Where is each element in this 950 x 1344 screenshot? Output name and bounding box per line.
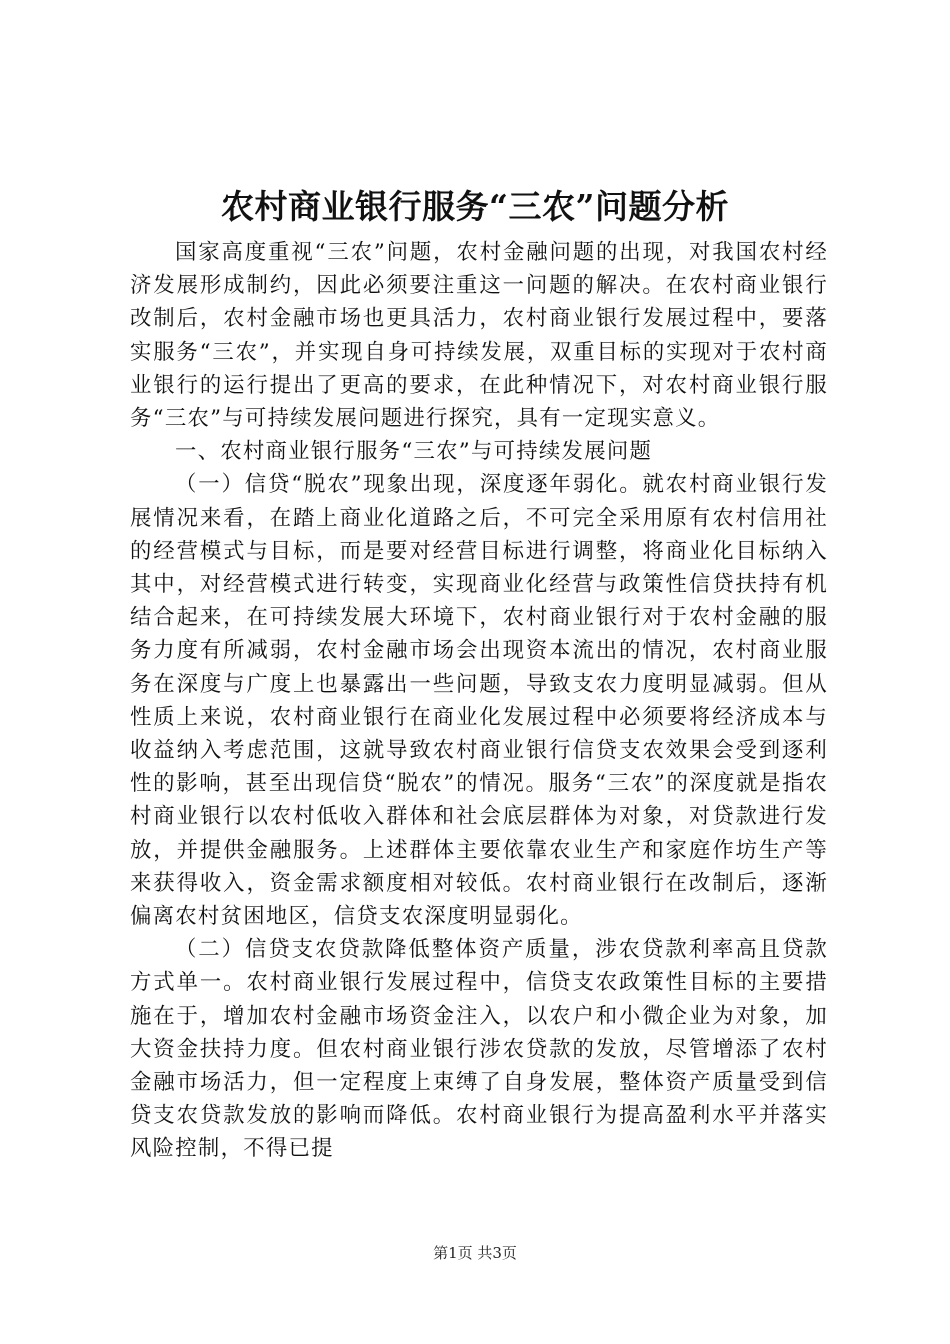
document-body (130, 236, 828, 1166)
page-number: 第1页 共3页 (433, 1244, 517, 1262)
paragraph-subsection-1: （一）信贷“脱农”现象出现，深度逐年弱化。就农村商业银行发展情况来看，在踏上商业化道路之后，不可完全采用原有农村信用社的经营模式与目标，而是要对经营目标进行调整，将商业化目标纳入其中，对经营模式进行转变，实现商业化经营与政策性信贷扶持有机结合起来，在可持续发展大环境下，农村商业银行对于农村金融的服务力度有所减弱，农村金融市场会出现资本流出的情况，农村商业服务在深度与广度上也暴露出一些问题，导致支农力度明显减弱。但从性质上来说，农村商业银行在商业化发展过程中必须要将经济成本与收益纳入考虑范围，这就导致农村商业银行信贷支农效果会受到逐利性的影响，甚至出现信贷“脱农”的情况。服务“三农”的深度就是指农村商业银行以农村低收入群体和社会底层群体为对象，对贷款进行发放，并提供金融服务。上述群体主要依靠农业生产和家庭作坊生产等来获得收入，资金需求额度相对较低。农村商业银行在改制后，逐渐偏离农村贫困地区，信贷支农深度明显弱化。 (130, 472, 828, 930)
paragraph-subsection-2: （二）信贷支农贷款降低整体资产质量，涉农贷款利率高且贷款方式单一。农村商业银行发展过程中，信贷支农政策性目标的主要措施在于，增加农村金融市场资金注入，以农户和小微企业为对象，加大资金扶持力度。但农村商业银行涉农贷款的发放，尽管增添了农村金融市场活力，但一定程度上束缚了自身发展，整体资产质量受到信贷支农贷款发放的影响而降低。农村商业银行为提高盈利水平并落实风险控制，不得已提 (130, 937, 828, 1162)
document-title: 农村商业银行服务“三农”问题分析 (221, 187, 729, 226)
section-heading-1: 一、农村商业银行服务“三农”与可持续发展问题 (174, 439, 653, 465)
paragraph-intro: 国家高度重视“三农”问题，农村金融问题的出现，对我国农村经济发展形成制约，因此必须要注重这一问题的解决。在农村商业银行改制后，农村金融市场也更具活力，农村商业银行发展过程中，要落实服务“三农”，并实现自身可持续发展，双重目标的实现对于农村商业银行的运行提出了更高的要求，在此种情况下，对农村商业银行服务“三农”与可持续发展问题进行探究，具有一定现实意义。 (130, 240, 828, 432)
